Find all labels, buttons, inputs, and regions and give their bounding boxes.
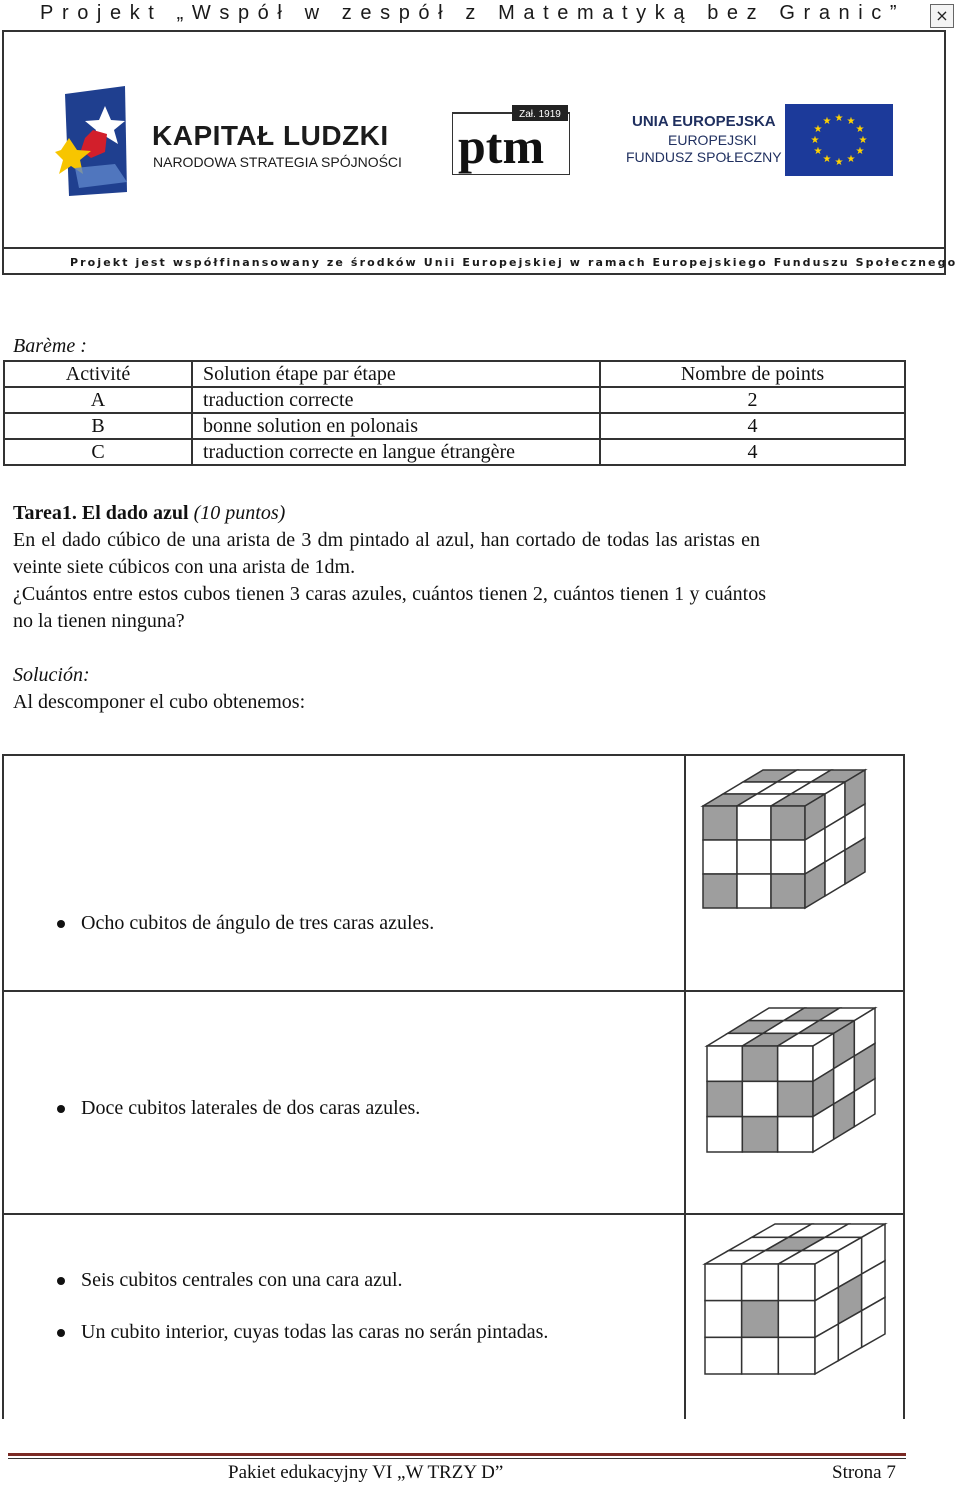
svg-text:★: ★	[855, 146, 865, 157]
cube-cell	[771, 840, 805, 874]
cube-cell	[742, 1337, 779, 1374]
table-cell: traduction correcte en langue étrangère	[192, 439, 600, 465]
ptm-zal-text: Zał. 1919	[519, 109, 561, 120]
cube-cell	[705, 1301, 742, 1338]
table-row	[4, 439, 905, 465]
cube-edges-image	[695, 1000, 885, 1160]
cube-cell	[778, 1081, 813, 1116]
bullet-icon	[57, 920, 65, 928]
svg-text:★: ★	[813, 124, 823, 135]
ue-subtitle-2: FUNDUSZ SPOŁECZNY	[626, 149, 782, 165]
cube-cell	[707, 1117, 742, 1152]
bareme-table	[3, 360, 906, 466]
table-cell: bonne solution en polonais	[192, 413, 600, 439]
ue-subtitle-1: EUROPEJSKI	[668, 132, 757, 148]
funding-statement: Projekt jest współfinansowany ze środków Unii Europejskiej w ramach Europejskiego Funduszu Społecznego	[70, 256, 958, 269]
cube-cell	[771, 874, 805, 908]
cube-cell	[707, 1046, 742, 1081]
task-title-text: Tarea1. El dado azul	[13, 502, 189, 524]
table-cell: traduction correcte	[192, 387, 600, 413]
ptm-text: ptm	[458, 118, 545, 174]
kapital-ludzki-title: KAPITAŁ LUDZKI	[152, 120, 389, 151]
table-cell: 4	[600, 413, 905, 439]
close-icon[interactable]: ×	[930, 4, 954, 28]
cube-cell	[707, 1081, 742, 1116]
solution-table-row-divider	[2, 1213, 905, 1215]
task-line-2: veinte siete cúbicos con una arista de 1dm.	[13, 556, 356, 578]
footer-rule-thin	[8, 1458, 906, 1459]
cube-cell	[771, 806, 805, 840]
svg-text:★: ★	[810, 135, 820, 146]
svg-text:★: ★	[858, 135, 868, 146]
ptm-logo	[452, 105, 570, 175]
svg-text:★: ★	[822, 154, 832, 165]
table-cell: C	[4, 439, 192, 465]
cube-corners-image	[695, 765, 875, 915]
cube-cell	[742, 1117, 777, 1152]
solution-row-2-text: Doce cubitos laterales de dos caras azules.	[81, 1097, 421, 1119]
solution-table-right-border	[903, 754, 905, 1419]
cube-cell	[742, 1046, 777, 1081]
bullet-icon	[57, 1329, 65, 1337]
cube-cell	[737, 874, 771, 908]
cube-cell	[778, 1046, 813, 1081]
svg-text:★: ★	[834, 113, 844, 124]
cube-cell	[705, 1264, 742, 1301]
svg-text:★: ★	[855, 124, 865, 135]
cube-cell	[703, 806, 737, 840]
cube-cell	[737, 840, 771, 874]
bullet-icon	[57, 1277, 65, 1285]
cube-cell	[778, 1301, 815, 1338]
cube-cell	[703, 874, 737, 908]
table-row	[4, 387, 905, 413]
cube-centers-image	[695, 1218, 895, 1383]
table-cell: 2	[600, 387, 905, 413]
solution-table-top-border	[2, 754, 905, 756]
footer-rule	[8, 1453, 906, 1456]
svg-text:★: ★	[846, 116, 856, 127]
table-cell: 4	[600, 439, 905, 465]
table-row	[4, 413, 905, 439]
project-title: Projekt „Współ w zespół z Matematyką bez Granic”	[40, 2, 906, 24]
cube-cell	[705, 1337, 742, 1374]
table-header-row	[4, 361, 905, 387]
task-line-3: ¿Cuántos entre estos cubos tienen 3 caras azules, cuántos tienen 2, cuántos tienen 1 y cuántos	[13, 583, 766, 605]
solution-label: Solución:	[13, 664, 90, 686]
table-header: Activité	[4, 361, 192, 387]
banner-divider	[2, 247, 946, 249]
cube-cell	[742, 1264, 779, 1301]
ue-title: UNIA EUROPEJSKA	[632, 113, 776, 130]
bareme-label: Barème :	[13, 335, 87, 357]
solution-table-left-border	[2, 754, 4, 1419]
solution-intro: Al descomponer el cubo obtenemos:	[13, 691, 306, 713]
kapital-ludzki-subtitle: NARODOWA STRATEGIA SPÓJNOŚCI	[153, 154, 402, 170]
cube-cell	[742, 1081, 777, 1116]
table-cell: A	[4, 387, 192, 413]
table-header: Solution étape par étape	[192, 361, 600, 387]
eu-flag-icon	[785, 104, 893, 176]
table-cell: B	[4, 413, 192, 439]
solution-row-3-text-a: Seis cubitos centrales con una cara azul.	[81, 1269, 403, 1291]
kapital-ludzki-logo	[55, 86, 150, 198]
solution-table-row-divider	[2, 990, 905, 992]
cube-cell	[778, 1117, 813, 1152]
cube-cell	[742, 1301, 779, 1338]
task-line-4: no la tienen ninguna?	[13, 610, 185, 632]
footer-title: Pakiet edukacyjny VI „W TRZY D”	[228, 1462, 504, 1483]
cube-cell	[737, 806, 771, 840]
svg-text:★: ★	[813, 146, 823, 157]
solution-row-3-text-b: Un cubito interior, cuyas todas las caras no serán pintadas.	[81, 1321, 549, 1343]
solution-table-middle-border	[684, 754, 686, 1419]
page-number: Strona 7	[832, 1462, 896, 1483]
svg-text:★: ★	[834, 157, 844, 168]
table-header: Nombre de points	[600, 361, 905, 387]
task-points: (10 puntos)	[193, 502, 286, 524]
solution-row-1-text: Ocho cubitos de ángulo de tres caras azules.	[81, 912, 435, 934]
cube-cell	[778, 1264, 815, 1301]
svg-text:★: ★	[846, 154, 856, 165]
bullet-icon	[57, 1105, 65, 1113]
cube-cell	[703, 840, 737, 874]
task-title	[13, 500, 285, 527]
cube-cell	[778, 1337, 815, 1374]
task-line-1: En el dado cúbico de una arista de 3 dm pintado al azul, han cortado de todas las aristas en	[13, 529, 760, 551]
svg-text:★: ★	[822, 116, 832, 127]
